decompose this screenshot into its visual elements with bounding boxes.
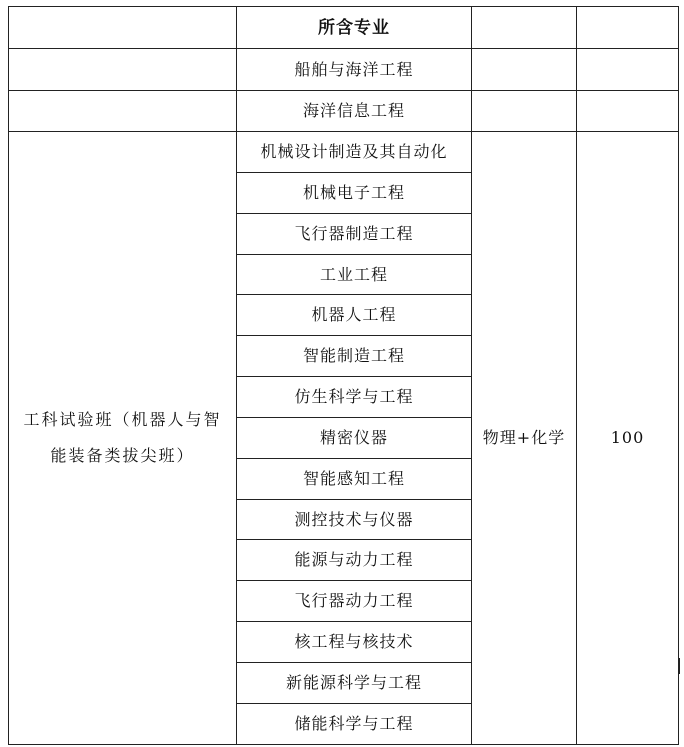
header-row bbox=[9, 7, 679, 49]
group-name bbox=[23, 402, 221, 474]
count-cell: 100 bbox=[577, 132, 679, 745]
header-cell-4 bbox=[577, 7, 679, 49]
major-cell: 飞行器制造工程 bbox=[237, 214, 472, 255]
major-cell: 机器人工程 bbox=[237, 295, 472, 336]
blank-cell bbox=[9, 91, 237, 132]
major-cell: 智能制造工程 bbox=[237, 336, 472, 377]
major-cell: 海洋信息工程 bbox=[237, 91, 472, 132]
blank-cell bbox=[472, 91, 577, 132]
header-cell-1 bbox=[9, 7, 237, 49]
blank-cell bbox=[577, 91, 679, 132]
blank-cell bbox=[577, 49, 679, 91]
blank-cell bbox=[472, 49, 577, 91]
table-row bbox=[9, 91, 679, 132]
subjects-cell: 物理+化学 bbox=[472, 132, 577, 745]
major-cell: 核工程与核技术 bbox=[237, 622, 472, 663]
major-cell: 机械电子工程 bbox=[237, 173, 472, 214]
group-name-line1: 工科试验班（机器人与智 bbox=[23, 410, 222, 429]
major-cell: 机械设计制造及其自动化 bbox=[237, 132, 472, 173]
major-cell: 工业工程 bbox=[237, 255, 472, 295]
major-cell: 精密仪器 bbox=[237, 418, 472, 459]
table-row bbox=[9, 132, 679, 173]
majors-table bbox=[8, 6, 679, 745]
major-cell: 测控技术与仪器 bbox=[237, 500, 472, 540]
group-name-cell bbox=[9, 132, 237, 745]
group-name-line2: 能装备类拔尖班） bbox=[50, 446, 195, 465]
header-cell-3 bbox=[472, 7, 577, 49]
major-cell: 仿生科学与工程 bbox=[237, 377, 472, 418]
edge-mark bbox=[678, 658, 680, 674]
header-majors: 所含专业 bbox=[237, 7, 472, 49]
major-cell: 储能科学与工程 bbox=[237, 704, 472, 745]
major-cell: 智能感知工程 bbox=[237, 459, 472, 500]
major-cell: 船舶与海洋工程 bbox=[237, 49, 472, 91]
blank-cell bbox=[9, 49, 237, 91]
major-cell: 飞行器动力工程 bbox=[237, 581, 472, 622]
table-row bbox=[9, 49, 679, 91]
major-cell: 新能源科学与工程 bbox=[237, 663, 472, 704]
major-cell: 能源与动力工程 bbox=[237, 540, 472, 581]
